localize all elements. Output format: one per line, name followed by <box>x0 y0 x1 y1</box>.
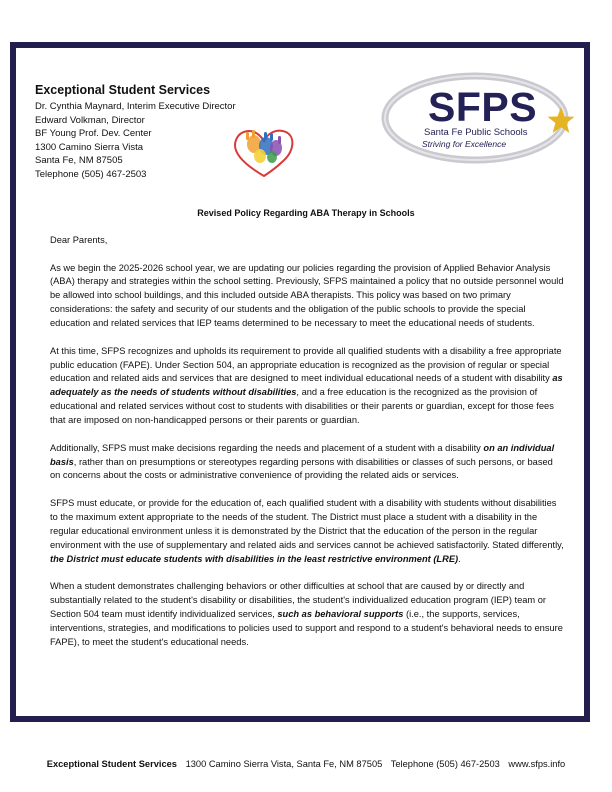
org-title: Exceptional Student Services <box>35 83 211 97</box>
paragraph: SFPS must educate, or provide for the education of, each qualified student with a disability with students without disabilities to the maximum extent appropriate to the needs of the student. The District must place a student with a disability in the regular educational environment unless it is demonstrated by the District that the education of the person in the regular environment with the use of supplementary and related aids and services cannot be achieved satisfactorily. Stated differently, the District must educate students with disabilities in the least restrictive environment (LRE). <box>50 497 564 564</box>
footer-phone: Telephone (505) 467-2503 <box>390 759 500 769</box>
star-icon <box>546 106 576 134</box>
logo-tagline: Striving for Excellence <box>422 139 507 149</box>
phone-line: Telephone (505) 467-2503 <box>35 168 147 180</box>
footer-address: 1300 Camino Sierra Vista, Santa Fe, NM 87505 <box>185 759 383 769</box>
city-line: Santa Fe, NM 87505 <box>35 155 123 167</box>
page-footer <box>0 759 612 769</box>
paragraph: As we begin the 2025-2026 school year, we are updating our policies regarding the provision of Applied Behavior Analysis (ABA) therapy and strategies within the school setting. Previously, SFPS maintained a policy that no outside personnel would be allowed into school buildings, and this included outside ABA therapists. This policy was based on two primary considerations: the safety and security of our students and the obligation of the public schools to provide the special education and related services that IEP teams determined to be necessary to meet the educational needs of students. <box>50 262 564 329</box>
emphasis: on an individual basis <box>50 442 555 467</box>
letter-body <box>50 234 564 663</box>
building-line: BF Young Prof. Dev. Center <box>35 128 152 140</box>
director-line: Edward Volkman, Director <box>35 114 145 126</box>
emphasis: such as behavioral supports <box>277 608 404 619</box>
salutation: Dear Parents, <box>50 235 108 245</box>
paragraph: Additionally, SFPS must make decisions regarding the needs and placement of a student with a disability on an individual basis, rather than on presumptions or stereotypes regarding persons with disabilities or classes of such persons, or based on concerns about the costs or administrative convenience of providing the related aids or services. <box>50 442 555 481</box>
paragraph: When a student demonstrates challenging behaviors or other difficulties at school that are caused by or directly and substantially related to the student's disability or disabilities, the student's individualized education program (IEP) team or Section 504 team must identify individualized services, such as behavioral supports (i.e., the supports, services, interventions, strategies, and modifications to policies used to support and respond to a student's behavioral needs to ensure FAPE), to meet the student's educational needs. <box>50 581 563 647</box>
logo-abbr: SFPS <box>428 84 538 130</box>
emphasis: the District must educate students with disabilities in the least restrictive environment (LRE) <box>50 553 459 564</box>
footer-website-link[interactable]: www.sfps.info <box>508 759 566 769</box>
logo-school-name: Santa Fe Public Schools <box>424 127 528 138</box>
letter-title: Revised Policy Regarding ABA Therapy in Schools <box>197 208 415 218</box>
footer-org-name: Exceptional Student Services <box>46 759 177 769</box>
handprint-heart-logo <box>230 124 298 180</box>
director-line: Dr. Cynthia Maynard, Interim Executive Director <box>35 101 236 112</box>
street-line: 1300 Camino Sierra Vista <box>35 141 144 153</box>
paragraph: At this time, SFPS recognizes and upholds its requirement to provide all qualified students with a disability a free appropriate public education (FAPE). Under Section 504, an appropriate education is recognized as the provision of regular or special education and related aids and services that are designed to meet individual educational needs of a student with disability as adequately as the needs of students without disabilities, and a free education is the recognized as the provision of educational and related services without cost to students with disabilities or their parents or guardian, except for those fees that are imposed on non-handicapped persons or their parents or guardian. <box>50 345 563 426</box>
emphasis: as adequately as the needs of students without disabilities <box>50 373 563 398</box>
sfps-logo <box>380 70 590 170</box>
